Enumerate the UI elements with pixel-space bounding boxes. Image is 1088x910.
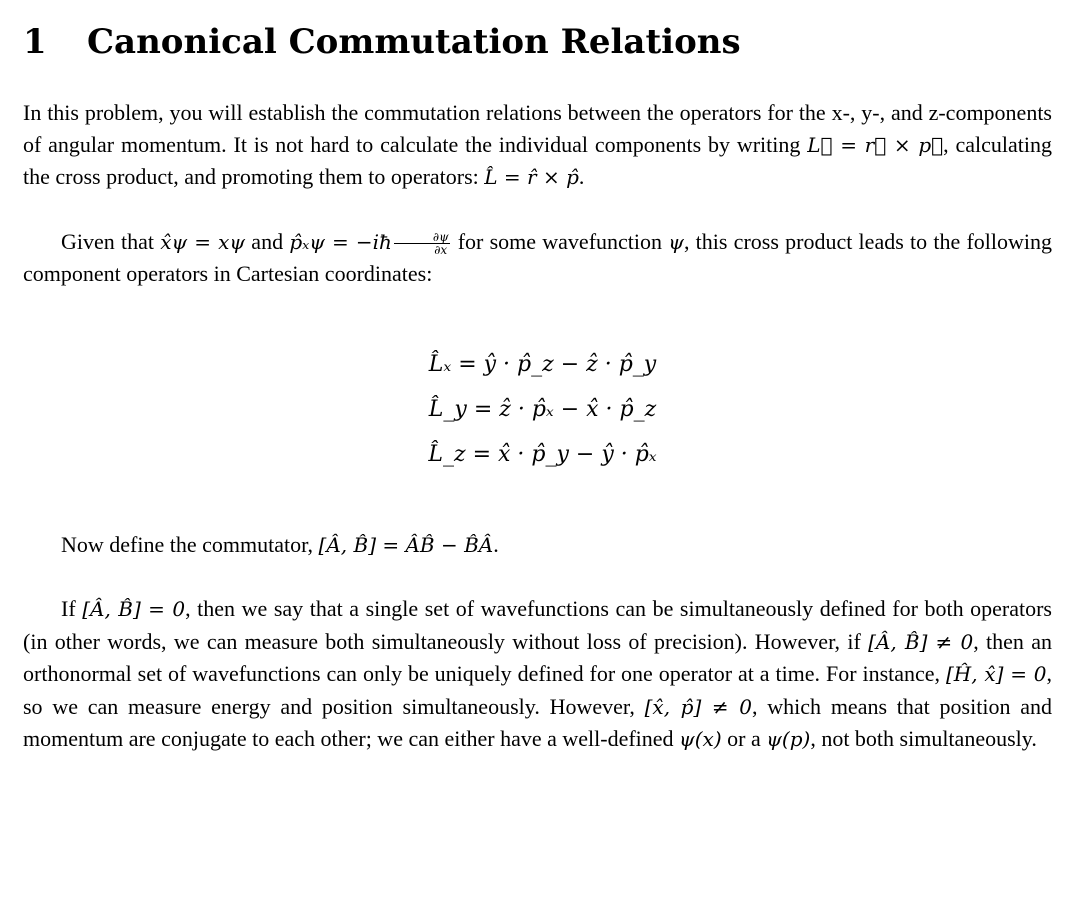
meaning-text-7: , not both simultaneously. xyxy=(810,726,1037,751)
section-heading xyxy=(23,18,1052,66)
intro-paragraph xyxy=(23,97,1052,194)
operators-paragraph xyxy=(23,226,1052,290)
fraction-denominator: ∂x xyxy=(434,242,448,257)
commuting-condition: [Â, B̂] = 0 xyxy=(82,597,186,621)
momentum-wavefunction: ψ(p) xyxy=(766,727,811,751)
component-equations xyxy=(23,342,1052,477)
position-momentum-commutator: [x̂, p̂] ≠ 0 xyxy=(644,694,753,719)
fraction-numerator: ∂ψ xyxy=(394,231,450,244)
partial-derivative-fraction xyxy=(394,231,450,256)
commutator-meaning-paragraph xyxy=(23,593,1052,756)
intro-text-1: In this problem, you will establish the commutation relations between the operators for the x-, y-, and z-components of angular momentum. It is not hard to calculate the individual components by writing xyxy=(23,100,1052,157)
intro-text-2: , calculating the cross product, and promoting them to operators: xyxy=(23,131,1052,189)
meaning-text-1: If xyxy=(61,596,83,621)
operators-text-1: Given that xyxy=(61,228,161,254)
position-operator-formula: x̂ψ = xψ xyxy=(160,229,246,254)
definition-text-2: . xyxy=(493,531,499,557)
section-title: Canonical Commutation Relations xyxy=(87,22,741,62)
meaning-text-6: or a xyxy=(721,726,767,751)
operators-text-3: for some wavefunction xyxy=(451,228,669,254)
meaning-text-3: , then an orthonormal set of wavefunctions can only be uniquely defined for one operator at a time. For instance, xyxy=(23,628,1052,686)
momentum-operator-formula: p̂ₓψ = −iħ xyxy=(289,229,392,254)
operators-text-2: and xyxy=(245,228,290,254)
noncommuting-condition: [Â, B̂] ≠ 0 xyxy=(868,629,974,654)
equation-ly: L̂_y = ẑ · p̂ₓ − x̂ · p̂_z xyxy=(428,396,657,422)
intro-text-3: . xyxy=(578,164,585,189)
angular-momentum-vector-formula: L⃗ = r⃗ × p⃗ xyxy=(807,132,944,157)
wavefunction-symbol: ψ xyxy=(668,229,684,254)
section-number: 1 xyxy=(23,22,47,62)
meaning-text-4: , so we can measure energy and position simultaneously. However, xyxy=(23,661,1052,719)
operators-text-4: , this cross product leads to the following component operators in Cartesian coordinates: xyxy=(23,228,1052,286)
meaning-text-2: , then we say that a single set of wavefunctions can be simultaneously defined for both operators (in other words, we can measure both simultaneously without loss of precision). However, if xyxy=(23,596,1052,654)
definition-text-1: Now define the commutator, xyxy=(61,531,319,557)
position-wavefunction: ψ(x) xyxy=(679,727,722,751)
equation-lx: L̂ₓ = ŷ · p̂_z − ẑ · p̂_y xyxy=(428,351,657,377)
meaning-text-5: , which means that position and momentum are conjugate to each other; we can either have a well-defined xyxy=(23,693,1052,751)
angular-momentum-operator-formula: L̂ = r̂ × p̂ xyxy=(484,165,579,189)
hamiltonian-position-commutator: [Ĥ, x̂] = 0 xyxy=(945,662,1047,686)
commutator-formula: [Â, B̂] = ÂB̂ − B̂Â xyxy=(318,532,494,557)
commutator-definition-paragraph xyxy=(23,529,1052,562)
document-page xyxy=(23,18,1052,756)
equation-lz: L̂_z = x̂ · p̂_y − ŷ · p̂ₓ xyxy=(428,441,657,467)
